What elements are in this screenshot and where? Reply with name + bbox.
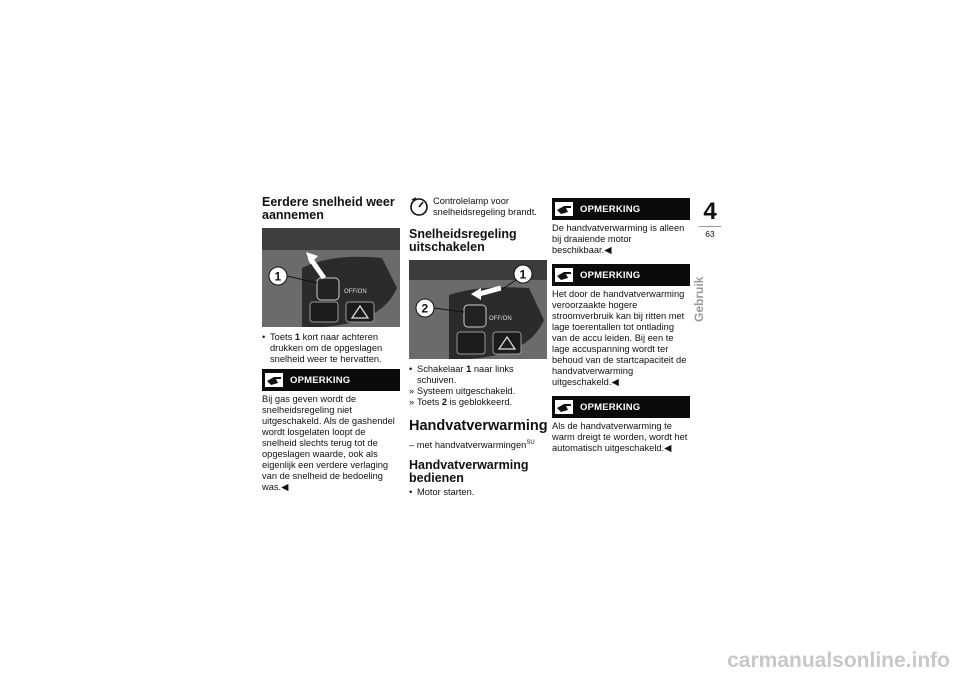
column-3 — [552, 196, 690, 454]
step-item: • Schakelaar 1 naar links schuiven. — [409, 364, 547, 386]
pointing-hand-icon — [554, 399, 574, 415]
callout-1: 1 — [274, 269, 282, 284]
notice-label: OPMERKING — [290, 374, 351, 386]
pointing-hand-icon — [554, 267, 574, 283]
notice-text: Bij gas geven wordt de snelheidsregeling niet uitgeschakeld. Als de gashendel wordt losgelaten loopt de snelheid slechts terug tot de opgeslagen waarde, ook als eigenlijk een verdere verlaging van de snelheid de bedoeling was.◀ — [262, 394, 395, 492]
result-item: » Toets 2 is geblokkeerd. — [409, 397, 547, 408]
button-text: OFF/ON — [489, 316, 512, 322]
section-heading: Eerdere snelheid weer aannemen — [262, 195, 395, 222]
notice-text: Als de handvatverwarming te warm dreigt te worden, wordt het automatisch uitgeschakeld.◀ — [552, 421, 688, 453]
chapter-number: 4 — [703, 198, 717, 225]
notice-label: OPMERKING — [580, 203, 641, 215]
callout-2: 2 — [421, 301, 429, 316]
lamp-text: Controlelamp voor snelheidsregeling brandt. — [433, 196, 537, 217]
section-tab: Gebruik — [692, 276, 706, 322]
notice-bar — [552, 198, 690, 220]
cruise-control-lamp-icon — [409, 196, 429, 216]
pointing-hand-icon — [554, 201, 574, 217]
section-heading: Snelheidsregeling uitschakelen — [409, 227, 517, 254]
step-item: • Motor starten. — [409, 487, 547, 498]
handlebar-photo — [409, 260, 547, 359]
chapter-heading: Handvatverwarming — [409, 418, 548, 434]
pointing-hand-icon — [264, 372, 284, 388]
column-1 — [262, 196, 400, 493]
column-2 — [409, 196, 547, 498]
chapter-marker — [699, 200, 721, 239]
handlebar-illustration — [409, 260, 547, 359]
option-line: – met handvatverwarmingen$^{SU}$ — [409, 440, 535, 451]
notice-bar — [552, 396, 690, 418]
notice-text: Het door de handvatverwarming veroorzaakte hogere stroomverbruik kan bij ritten met lage toerentallen tot ontlading van de accu leiden. Bij een te lage accuspanning wordt ter behoud van de startcapaciteit de handvatverwarming uitgeschakeld.◀ — [552, 289, 687, 387]
notice-label: OPMERKING — [580, 269, 641, 281]
notice-bar — [552, 264, 690, 286]
watermark: carmanualsonline.info — [727, 649, 950, 672]
indicator-row — [409, 196, 547, 218]
notice-text: De handvatverwarming is alleen bij draaiende motor beschikbaar.◀ — [552, 223, 685, 255]
step-item: • Toets 1 kort naar achteren drukken om de opgeslagen snelheid weer te hervatten. — [262, 332, 400, 365]
result-item: » Systeem uitgeschakeld. — [409, 386, 547, 397]
handlebar-illustration — [262, 228, 400, 327]
notice-label: OPMERKING — [580, 401, 641, 413]
page-number: 63 — [699, 226, 721, 239]
notice-bar — [262, 369, 400, 391]
callout-1: 1 — [519, 267, 527, 282]
button-text: OFF/ON — [344, 289, 367, 295]
handlebar-photo — [262, 228, 400, 327]
section-heading: Handvatverwarming bedienen — [409, 458, 529, 486]
